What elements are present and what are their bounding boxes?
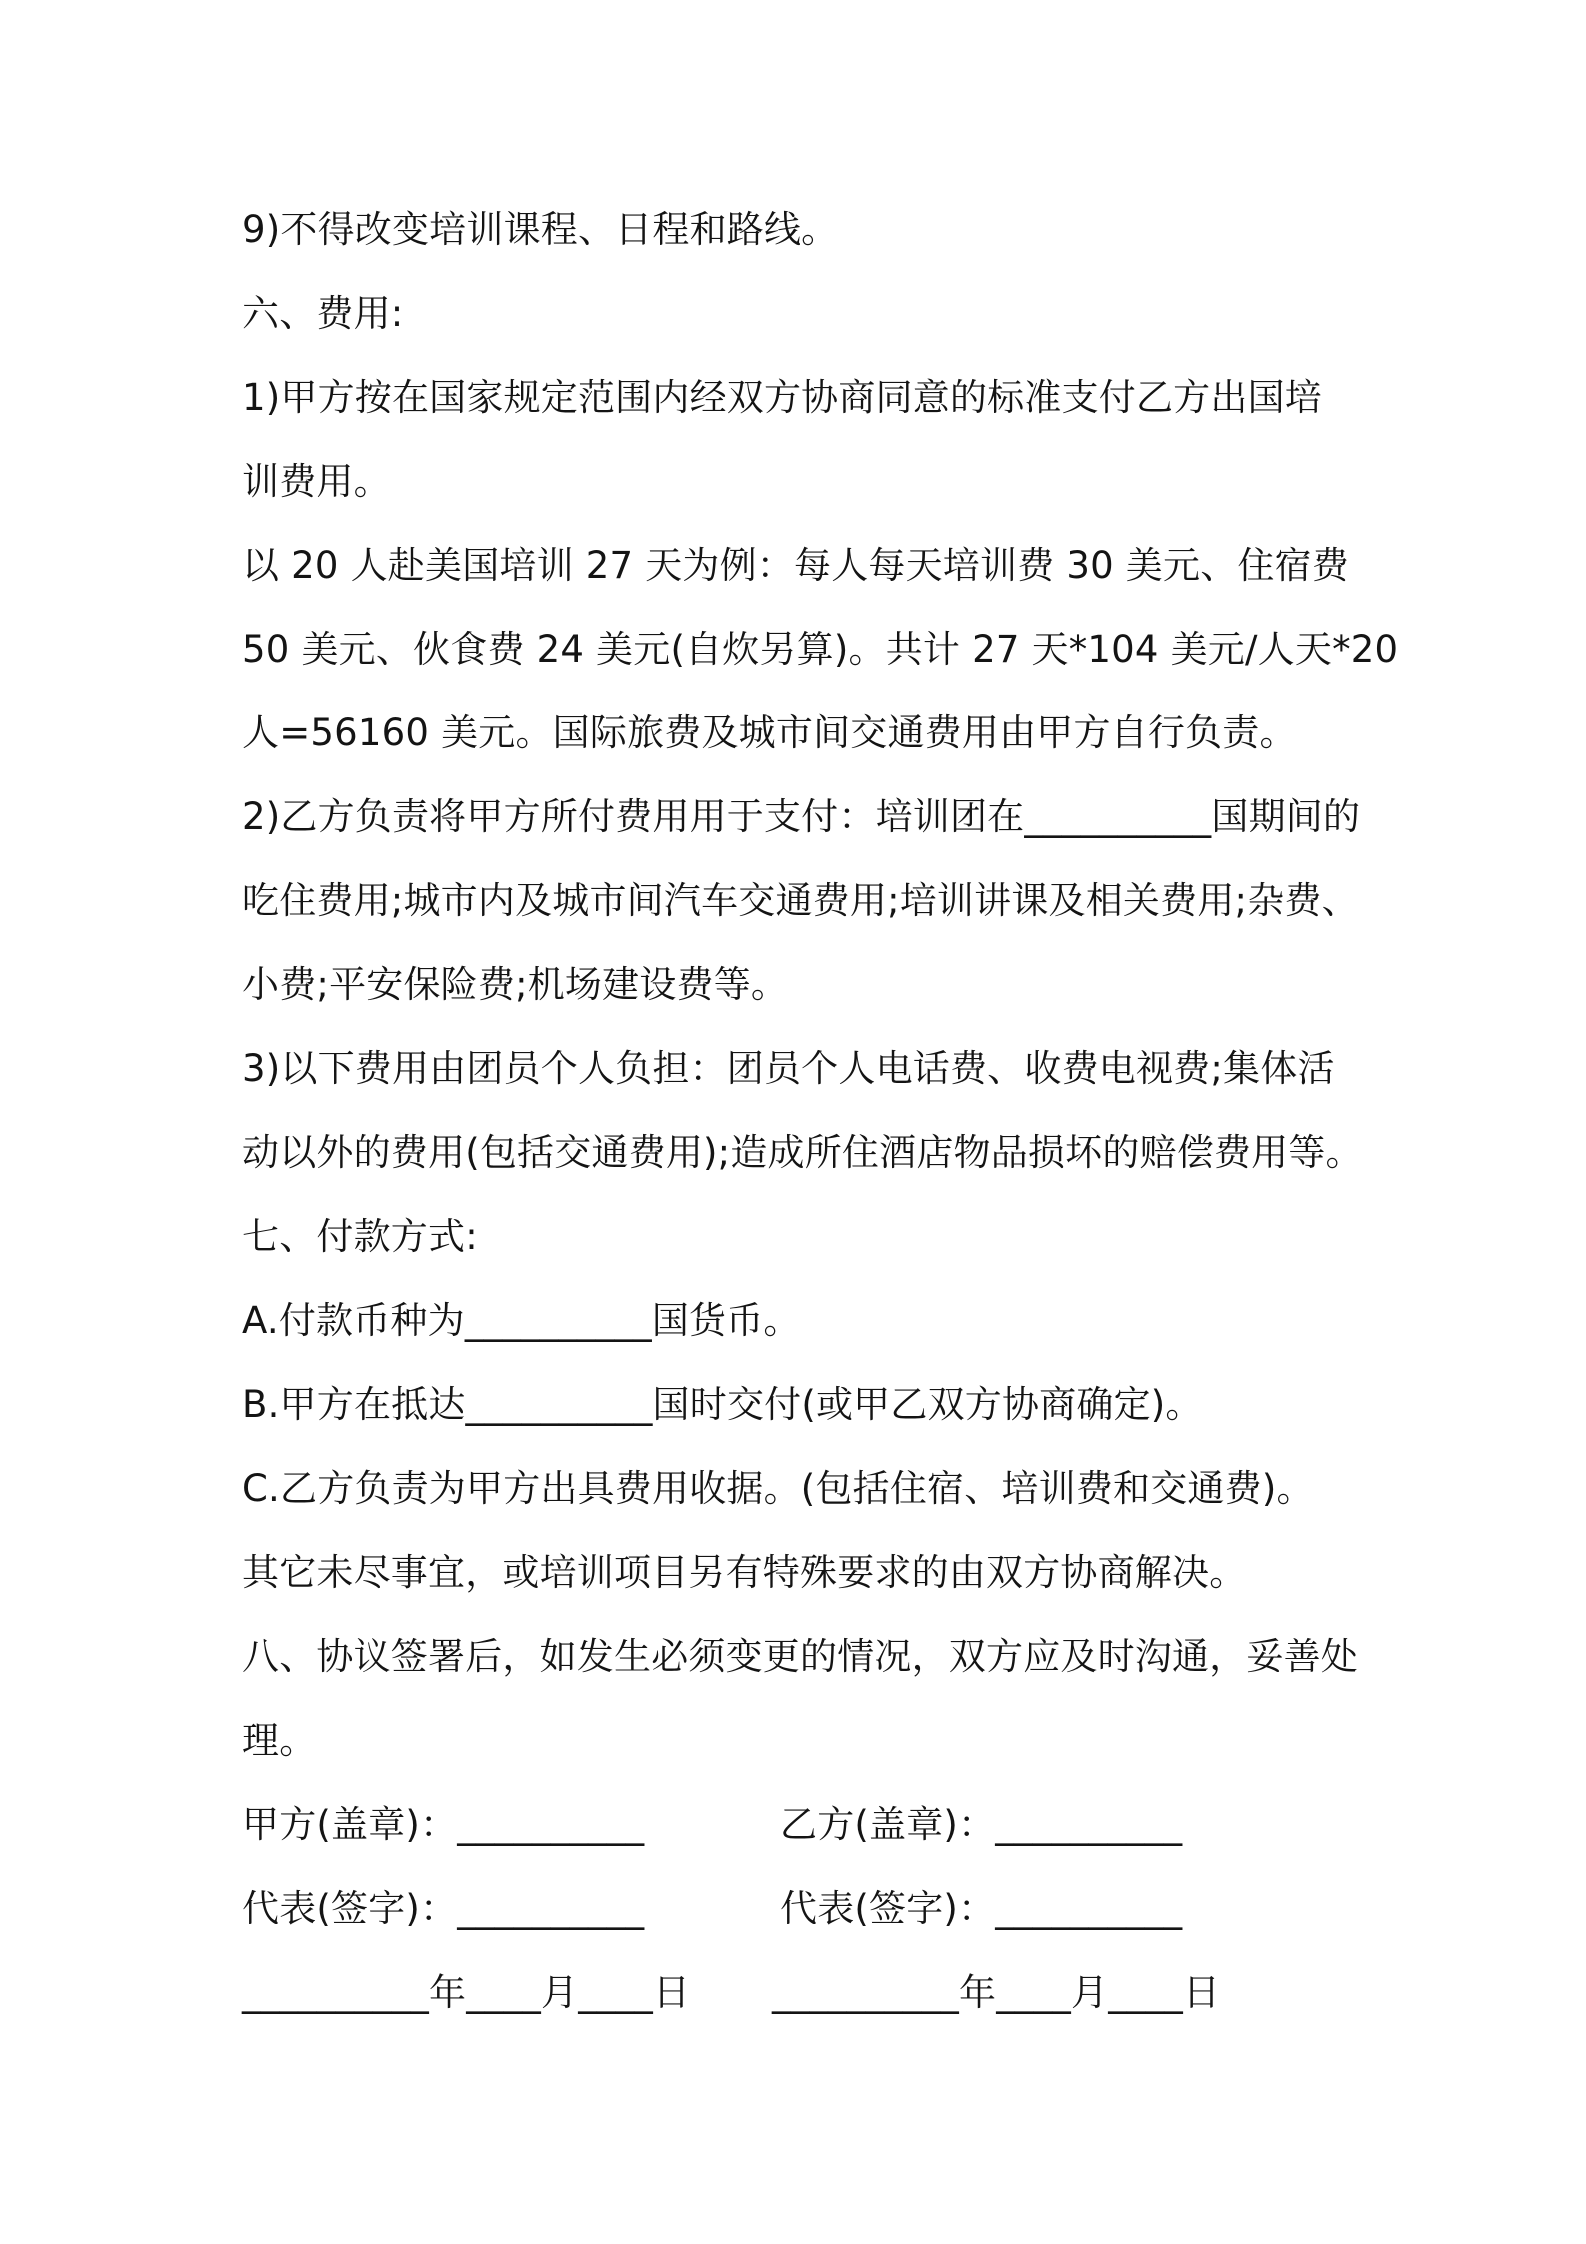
other-matters-line: 其它未尽事宜，或培训项目另有特殊要求的由双方协商解决。 <box>242 1551 1247 1594</box>
fee-clause-2-line-2: 吃住费用;城市内及城市间汽车交通费用;培训讲课及相关费用;杂费、 <box>242 879 1359 922</box>
party-b-representative-field: 代表(签字)：__________ <box>780 1887 1183 1930</box>
fee-clause-3-line-1: 3)以下费用由团员个人负担：团员个人电话费、收费电视费;集体活 <box>242 1047 1335 1090</box>
fee-example-line-2: 50 美元、伙食费 24 美元(自炊另算)。共计 27 天*104 美元/人天*20 <box>242 628 1399 671</box>
section-8-line-2: 理。 <box>242 1719 317 1762</box>
party-a-representative-field: 代表(签字)：__________ <box>242 1887 645 1930</box>
fee-clause-1-line-1: 1)甲方按在国家规定范围内经双方协商同意的标准支付乙方出国培 <box>242 376 1322 419</box>
party-a-seal-field: 甲方(盖章)：__________ <box>242 1803 645 1846</box>
fee-clause-3-line-2: 动以外的费用(包括交通费用);造成所住酒店物品损坏的赔偿费用等。 <box>242 1131 1363 1174</box>
section-6-heading: 六、费用: <box>242 292 404 335</box>
party-b-date-field: __________年____月____日 <box>772 1971 1221 2014</box>
fee-example-line-3: 人=56160 美元。国际旅费及城市间交通费用由甲方自行负责。 <box>242 711 1297 754</box>
payment-clause-c: C.乙方负责为甲方出具费用收据。(包括住宿、培训费和交通费)。 <box>242 1467 1314 1510</box>
payment-clause-a: A.付款币种为__________国货币。 <box>242 1299 801 1342</box>
section-8-line-1: 八、协议签署后，如发生必须变更的情况，双方应及时沟通，妥善处 <box>242 1635 1358 1678</box>
section-7-heading: 七、付款方式: <box>242 1215 478 1258</box>
payment-clause-b: B.甲方在抵达__________国时交付(或甲乙双方协商确定)。 <box>242 1383 1203 1426</box>
fee-clause-2-line-3: 小费;平安保险费;机场建设费等。 <box>242 963 789 1006</box>
party-a-date-field: __________年____月____日 <box>242 1971 691 2014</box>
fee-example-line-1: 以 20 人赴美国培训 27 天为例：每人每天培训费 30 美元、住宿费 <box>242 544 1350 587</box>
party-b-seal-field: 乙方(盖章)：__________ <box>780 1803 1183 1846</box>
fee-clause-2-line-1: 2)乙方负责将甲方所付费用用于支付：培训团在__________国期间的 <box>242 795 1361 838</box>
fee-clause-1-line-2: 训费用。 <box>242 460 391 503</box>
clause-9-line: 9)不得改变培训课程、日程和路线。 <box>242 208 839 251</box>
